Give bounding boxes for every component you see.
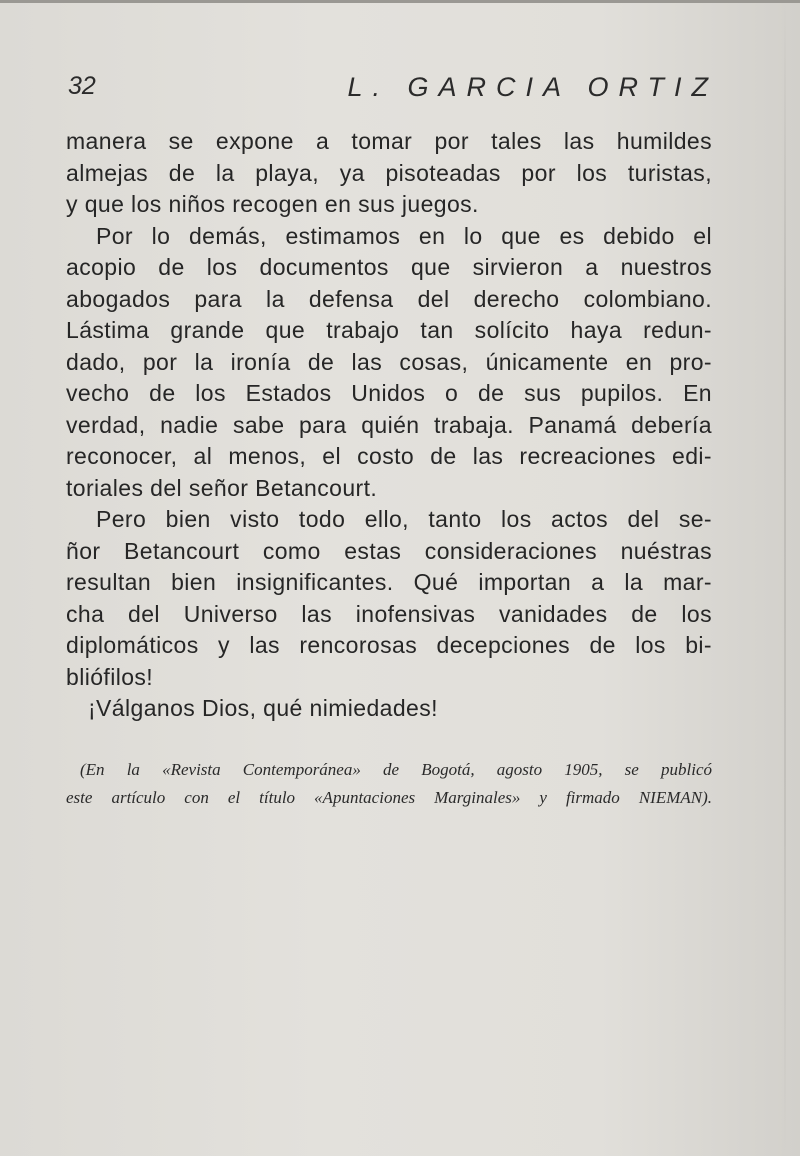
text-line: acopio de los documentos que sirvieron a nuestros (66, 254, 712, 280)
text-line: almejas de la playa, ya pisoteadas por los turistas, (66, 159, 712, 186)
body-text (66, 126, 712, 725)
text-line: ¡Válganos Dios, qué nimiedades! (88, 695, 438, 721)
text-line: Por lo demás, estimamos en lo que es debido el (96, 222, 712, 249)
page-number: 32 (68, 72, 96, 100)
note-line: (En la «Revista Contemporánea» de Bogotá, agosto 1905, se publicó (80, 760, 712, 779)
text-line: y que los niños recogen en sus juegos. (66, 191, 479, 217)
note-line: este artículo con el título «Apuntaciones Marginales» y firmado NIEMAN). (66, 788, 712, 807)
text-line: reconocer, al menos, el costo de las recreaciones edi- (66, 443, 712, 469)
text-line: Lástima grande que trabajo tan solícito haya redun- (66, 317, 712, 343)
source-note (66, 756, 712, 812)
text-line: dado, por la ironía de las cosas, únicamente en pro- (66, 348, 712, 375)
text-line: resultan bien insignificantes. Qué importan a la mar- (66, 569, 712, 595)
text-line: toriales del señor Betancourt. (66, 474, 378, 501)
page-header (68, 72, 718, 112)
running-head: L. GARCIA ORTIZ (347, 72, 718, 102)
text-line: abogados para la defensa del derecho colombiano. (66, 285, 712, 312)
text-line: vecho de los Estados Unidos o de sus pupilos. En (66, 380, 712, 406)
text-line: diplomáticos y las rencorosas decepciones de los bi- (66, 632, 712, 658)
text-line: ñor Betancourt como estas consideraciones nuéstras (66, 537, 712, 564)
page-gutter-shadow (784, 0, 786, 1156)
text-line: bliófilos! (66, 663, 154, 690)
text-line: cha del Universo las inofensivas vanidades de los (66, 600, 712, 627)
text-line: manera se expone a tomar por tales las humildes (66, 128, 712, 154)
top-edge (0, 0, 800, 3)
text-line: Pero bien visto todo ello, tanto los actos del se- (96, 506, 712, 532)
text-line: verdad, nadie sabe para quién trabaja. Panamá debería (66, 411, 712, 438)
